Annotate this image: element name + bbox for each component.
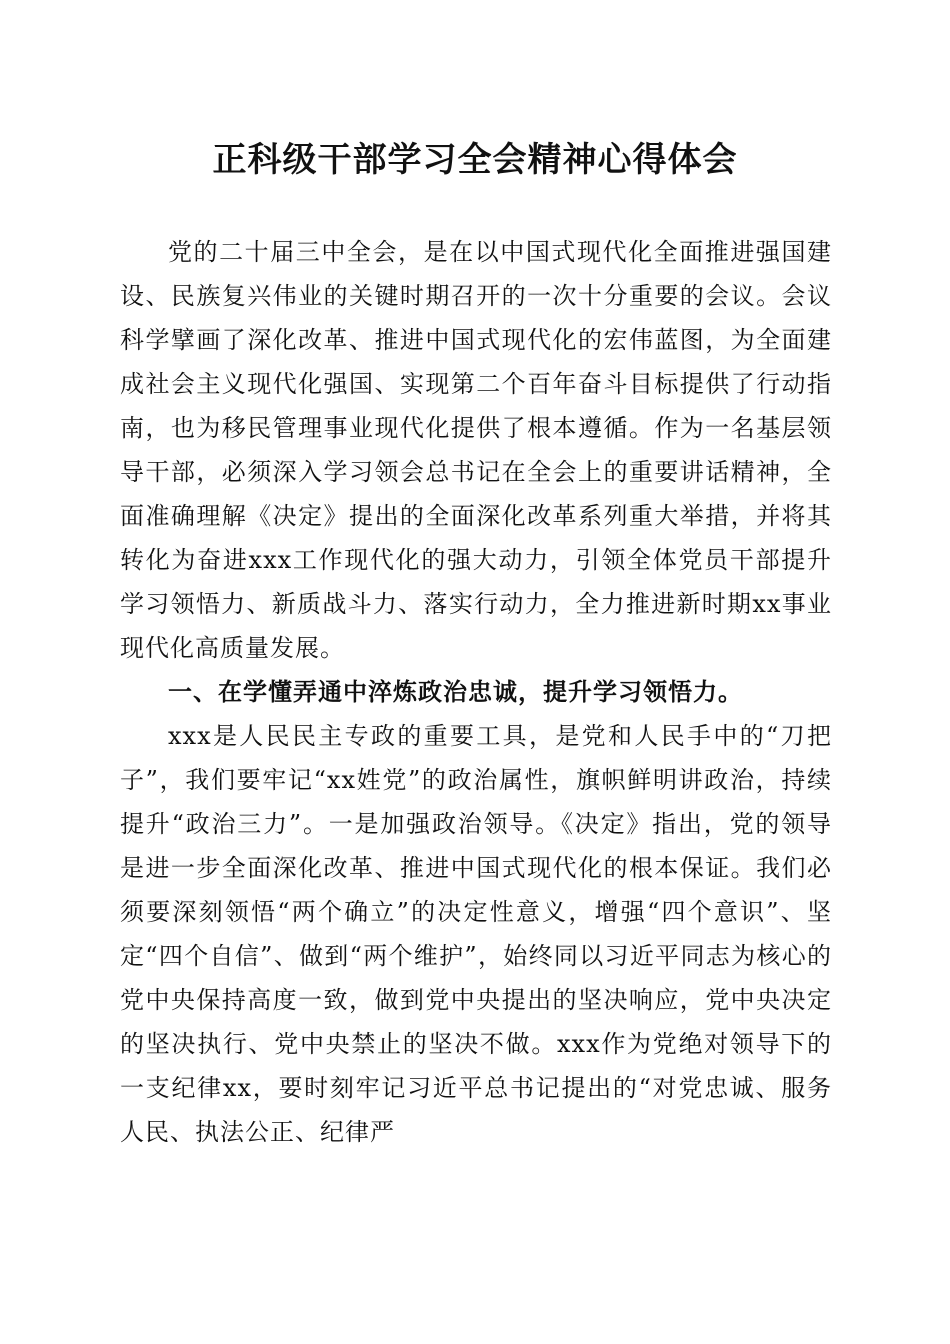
document-body bbox=[120, 230, 832, 1154]
section-heading: 一、在学懂弄通中淬炼政治忠诚，提升学习领悟力。 bbox=[168, 678, 743, 706]
document-title: 正科级干部学习全会精神心得体会 bbox=[212, 140, 738, 180]
body-paragraph: xxx是人民民主专政的重要工具，是党和人民手中的“刀把子”，我们要牢记“xx姓党”的政治属性，旗帜鲜明讲政治，持续提升“政治三力”。一是加强政治领导。《决定》指出，党的领导是进一步全面深化改革、推进中国式现代化的根本保证。我们必须要深刻领悟“两个确立”的决定性意义，增强“四个意识”、坚定“四个自信”、做到“两个维护”，始终同以习近平同志为核心的党中央保持高度一致，做到党中央提出的坚决响应，党中央决定的坚决执行、党中央禁止的坚决不做。xxx作为党绝对领导下的一支纪律xx，要时刻牢记习近平总书记提出的“对党忠诚、服务人民、执法公正、纪律严 bbox=[120, 722, 832, 1146]
body-paragraph: 党的二十届三中全会，是在以中国式现代化全面推进强国建设、民族复兴伟业的关键时期召开的一次十分重要的会议。会议科学擘画了深化改革、推进中国式现代化的宏伟蓝图，为全面建成社会主义现代化强国、实现第二个百年奋斗目标提供了行动指南，也为移民管理事业现代化提供了根本遵循。作为一名基层领导干部，必须深入学习领会总书记在全会上的重要讲话精神，全面准确理解《决定》提出的全面深化改革系列重大举措，并将其转化为奋进xxx工作现代化的强大动力，引领全体党员干部提升学习领悟力、新质战斗力、落实行动力，全力推进新时期xx事业现代化高质量发展。 bbox=[120, 238, 832, 662]
